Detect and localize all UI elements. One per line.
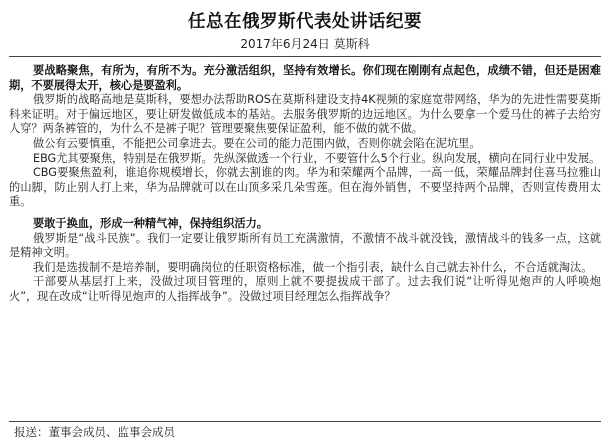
paragraph: 干部要从基层打上来，没做过项目管理的，原则上就不要提拔成干部了。过去我们说“让听得见炮声的人呼唤炮火”，现在改成“让听得见炮声的人指挥战争”。没做过项目经理怎么指挥战争？: [9, 275, 601, 303]
paragraph: 我们是选拔制不是培养制，要明确岗位的任职资格标准，做一个指引表，缺什么自己就去补什么，不合适就淘汰。: [33, 260, 593, 274]
paragraph: 做公有云要慎重，不能把公司拿进去。要在公司的能力范围内做，否则你就会陷在泥坑里。: [33, 136, 481, 150]
document-date: 2017年6月24日: [240, 37, 330, 51]
section-heading-1: 要战略聚焦，有所为，有所不为。充分激活组织，坚持有效增长。你们现在刚刚有点起色，成绩不错，但还是困难期，不要展得太开，核心是要盈利。: [9, 64, 601, 92]
section-heading-2: 要敢于换血，形成一种精气神，保持组织活力。: [33, 216, 268, 230]
paragraph: 俄罗斯的战略高地是莫斯科，要想办法帮助ROS在莫斯科建设支持4K视频的家庭宽带网络，华为的先进性需要莫斯科来证明。对于偏远地区，要让研发做低成本的基站。去服务俄罗斯的边远地区。为什么要拿一个爱马仕的裤子去给穷人穿？两条裤管的，为什么不是裤子呢？管理要聚焦要保证盈利，能不做的就不做。: [9, 93, 601, 136]
paragraph: 俄罗斯是“战斗民族”。我们一定要让俄罗斯所有员工充满激情，不激情不战斗就没钱，激情战斗的钱多一点，这就是精神文明。: [9, 231, 601, 260]
document-title: 任总在俄罗斯代表处讲话纪要: [188, 12, 422, 32]
paragraph: EBG尤其要聚焦，特别是在俄罗斯。先纵深做透一个行业，不要管什么5个行业。纵向发展，横向在同行业中发展。: [33, 151, 601, 165]
paragraph: CBG要聚焦盈利，谁追你规模增长，你就去割谁的肉。华为和荣耀两个品牌，一高一低，荣耀品牌封住喜马拉雅山的山脚，防止别人打上来，华为品牌就可以在山顶多采几朵雪莲。但在海外销售，不要坚持两个品牌，否则宣传费用太重。: [9, 166, 601, 209]
document-meta: [9, 37, 601, 51]
footer-divider: [9, 421, 601, 422]
document-author: 莫斯科: [333, 37, 370, 51]
document-footer: 报送：董事会成员、监事会成员: [14, 425, 175, 439]
document-body: [9, 57, 601, 305]
